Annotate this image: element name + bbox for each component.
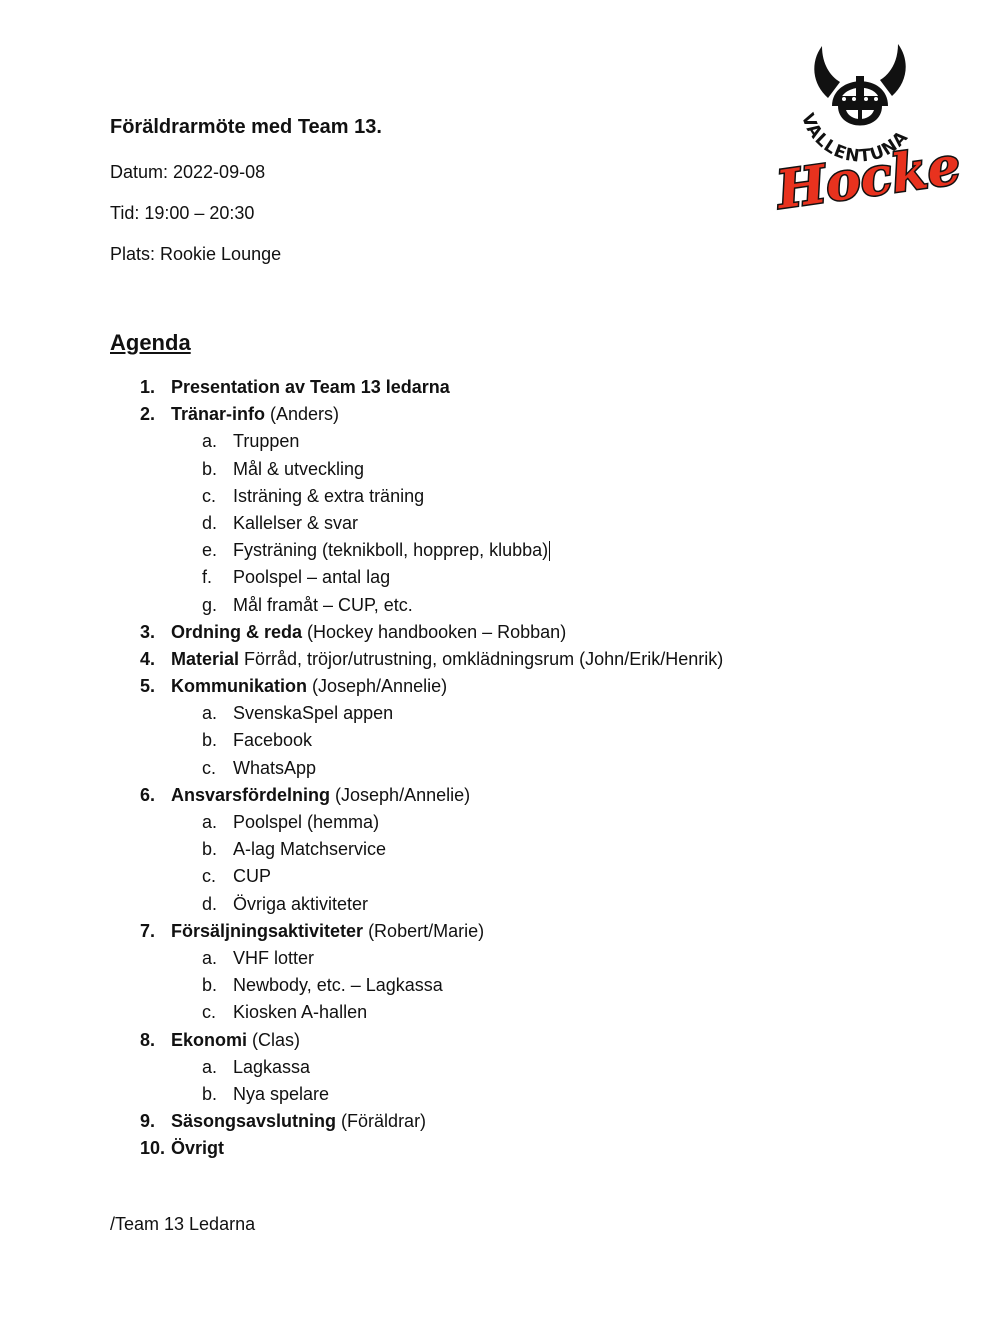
logo-hockey-text: Hockey — [772, 130, 960, 216]
agenda-item-number: 10. — [140, 1138, 166, 1159]
agenda-subitem — [0, 999, 1000, 1026]
signoff: /Team 13 Ledarna — [110, 1214, 256, 1234]
agenda-subitem-text: Isträning & extra träning — [233, 485, 425, 506]
agenda-subitem-letter: a. — [202, 812, 218, 832]
agenda-subitem-letter: d. — [202, 893, 218, 914]
agenda-item-number: 4. — [140, 648, 156, 669]
meeting-date: Datum: 2022-09-08 — [110, 162, 266, 182]
agenda-subitem-letter: b. — [202, 458, 218, 479]
agenda-item — [0, 1135, 1000, 1162]
agenda-item-detail: (Anders) — [265, 404, 340, 425]
logo-arc-text: VALLENTUNA — [796, 110, 913, 167]
agenda-item-number: 5. — [140, 676, 156, 697]
agenda-subitem-letter: d. — [202, 512, 218, 533]
agenda-subitem — [0, 592, 1000, 619]
agenda-subitem-letter: f. — [202, 567, 213, 588]
agenda-subitem-letter: a. — [202, 1056, 218, 1077]
agenda-subitem — [0, 537, 1000, 564]
agenda-subitem-text: Lagkassa — [233, 1056, 311, 1077]
document-title: Föräldrarmöte med Team 13. — [110, 116, 382, 138]
agenda-item-title: Ekonomi — [171, 1029, 248, 1050]
agenda-item — [0, 646, 1000, 673]
agenda-subitem-letter: c. — [202, 757, 217, 778]
agenda-item-title: Material — [171, 648, 240, 669]
vallentuna-hockey-logo — [770, 36, 960, 216]
agenda-subitem — [0, 836, 1000, 863]
agenda-subitem-letter: b. — [202, 975, 218, 996]
agenda-item-title: Försäljningsaktiviteter — [171, 920, 364, 941]
agenda-subitem — [0, 809, 1000, 836]
agenda-subitem-text: WhatsApp — [233, 757, 317, 778]
agenda-item-detail: (Föräldrar) — [336, 1111, 427, 1132]
agenda-item-number: 1. — [140, 377, 156, 397]
agenda-item-title: Övrigt — [171, 1138, 225, 1159]
agenda-subitem-text: Poolspel – antal lag — [233, 567, 391, 588]
agenda-item — [0, 401, 1000, 428]
text-cursor — [549, 541, 550, 561]
agenda-subitem — [0, 564, 1000, 591]
agenda-subitem-letter: a. — [202, 703, 218, 724]
agenda-subitem — [0, 510, 1000, 537]
meeting-place: Plats: Rookie Lounge — [110, 244, 282, 264]
agenda-item-title: Ansvarsfördelning — [171, 784, 331, 805]
agenda-subitem-text: Poolspel (hemma) — [233, 812, 380, 832]
agenda-item-detail: Förråd, tröjor/utrustning, omklädningsrum (John/Erik/Henrik) — [239, 648, 724, 669]
agenda-subitem-text: VHF lotter — [233, 947, 315, 968]
agenda-subitem-text: Övriga aktiviteter — [233, 893, 369, 914]
agenda-subitem-letter: c. — [202, 485, 217, 506]
agenda-subitem — [0, 700, 1000, 727]
agenda-subitem-text: Nya spelare — [233, 1083, 330, 1104]
agenda-item-number: 2. — [140, 404, 156, 425]
agenda-subitem-letter: c. — [202, 1002, 217, 1023]
viking-helmet-icon — [770, 36, 960, 216]
agenda-item-number: 3. — [140, 621, 156, 642]
meeting-time: Tid: 19:00 – 20:30 — [110, 203, 255, 223]
agenda-subitem — [0, 483, 1000, 510]
agenda-item-number: 8. — [140, 1029, 156, 1050]
agenda-subitem-text: CUP — [233, 866, 272, 887]
agenda-item-detail: (Joseph/Annelie) — [330, 784, 471, 805]
agenda-subitem — [0, 727, 1000, 754]
agenda-subitem-text: SvenskaSpel appen — [233, 703, 394, 724]
agenda-subitem — [0, 1081, 1000, 1108]
agenda-subitem — [0, 863, 1000, 890]
agenda-item — [0, 619, 1000, 646]
agenda-item — [0, 918, 1000, 945]
agenda-subitem-text: Newbody, etc. – Lagkassa — [233, 975, 443, 996]
agenda-item-number: 9. — [140, 1111, 156, 1132]
agenda-item-detail: (Robert/Marie) — [363, 920, 485, 941]
agenda-item-title: Ordning & reda — [171, 621, 303, 642]
agenda-item-detail: (Hockey handbooken – Robban) — [302, 621, 567, 642]
agenda-subitem-letter: b. — [202, 839, 218, 860]
agenda-item — [0, 374, 1000, 401]
agenda-subitem-letter: a. — [202, 431, 218, 452]
agenda-item — [0, 1108, 1000, 1135]
agenda-item — [0, 1027, 1000, 1054]
agenda-subitem-letter: e. — [202, 540, 218, 561]
agenda-item — [0, 782, 1000, 809]
agenda-subitem — [0, 891, 1000, 918]
agenda-subitem-letter: b. — [202, 730, 218, 751]
agenda-subitem-text: Mål & utveckling — [233, 458, 365, 479]
agenda-subitem-letter: b. — [202, 1083, 218, 1104]
agenda-subitem — [0, 755, 1000, 782]
agenda-subitem-letter: a. — [202, 947, 218, 968]
agenda-subitem-text: Kiosken A-hallen — [233, 1002, 368, 1023]
agenda-subitem-letter: c. — [202, 866, 217, 887]
agenda-subitem-text: Truppen — [233, 431, 300, 452]
agenda-subitem-letter: g. — [202, 594, 218, 615]
agenda-subitem-text: A-lag Matchservice — [233, 839, 387, 860]
agenda-item-title: Presentation av Team 13 ledarna — [171, 377, 450, 397]
agenda-item-number: 6. — [140, 784, 156, 805]
agenda-subitem — [0, 972, 1000, 999]
agenda-subitem-text: Mål framåt – CUP, etc. — [233, 594, 413, 615]
agenda-item-detail: (Clas) — [247, 1029, 301, 1050]
agenda-item — [0, 673, 1000, 700]
agenda-subitem — [0, 456, 1000, 483]
agenda-item-detail: (Joseph/Annelie) — [307, 676, 448, 697]
agenda-subitem-text: Fysträning (teknikboll, hopprep, klubba) — [233, 540, 549, 561]
agenda-subitem-text: Kallelser & svar — [233, 512, 359, 533]
agenda-item-number: 7. — [140, 920, 156, 941]
agenda-subitem — [0, 945, 1000, 972]
agenda-item-title: Kommunikation — [171, 676, 308, 697]
agenda-subitem-text: Facebook — [233, 730, 313, 751]
agenda-item-title: Säsongsavslutning — [171, 1111, 337, 1132]
agenda-subitem — [0, 428, 1000, 455]
agenda-heading: Agenda — [110, 330, 191, 355]
agenda-list — [0, 374, 1000, 1162]
agenda-subitem — [0, 1054, 1000, 1081]
agenda-item-title: Tränar-info — [171, 404, 266, 425]
